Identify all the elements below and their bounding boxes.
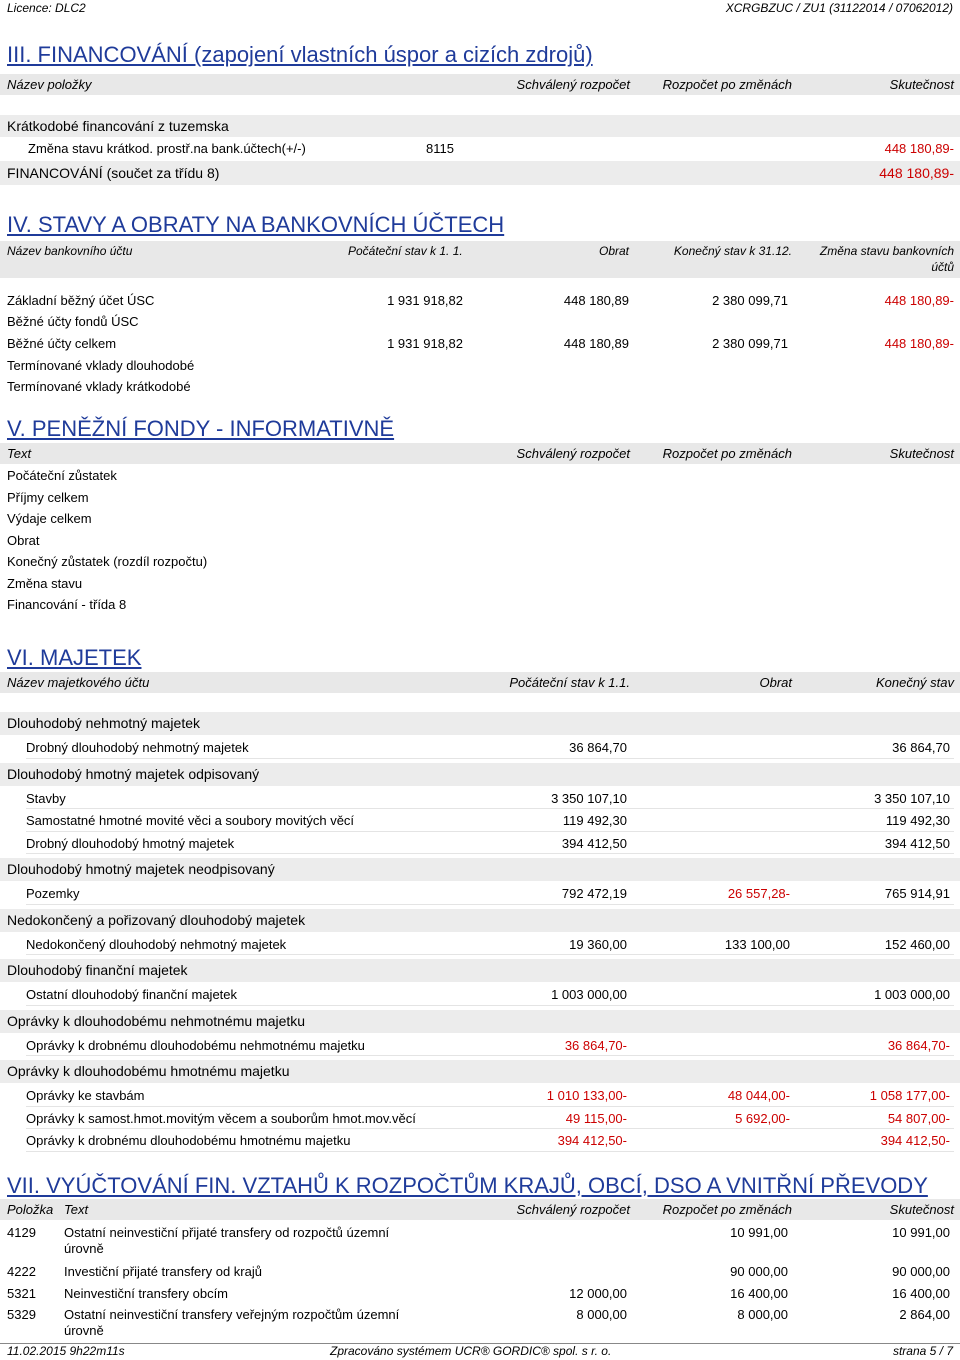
table-row <box>0 883 960 905</box>
account-name: Termínované vklady krátkodobé <box>7 379 191 394</box>
start-value: 394 412,50- <box>557 1133 627 1148</box>
asset-group-name: Dlouhodobý hmotný majetek odpisovaný <box>7 765 260 782</box>
table-row <box>0 290 960 312</box>
approved-value: 12 000,00 <box>569 1286 627 1301</box>
item-code: 4222 <box>7 1264 36 1279</box>
table-row <box>0 355 960 377</box>
account-name: Běžné účty celkem <box>7 336 117 351</box>
table-row <box>0 737 960 759</box>
turnover-value: 26 557,28- <box>727 886 790 901</box>
end-value: 1 058 177,00- <box>869 1088 950 1103</box>
fund-item-label: Příjmy celkem <box>7 489 89 505</box>
list-item <box>0 508 960 530</box>
account-name: Běžné účty fondů ÚSC <box>7 314 139 329</box>
item-text: Ostatní neinvestiční přijaté transfery od rozpočtů územní <box>64 1225 390 1240</box>
list-item <box>0 465 960 487</box>
table-row <box>0 810 960 832</box>
asset-name: Oprávky k drobnému dlouhodobému nehmotnému majetku <box>26 1037 365 1053</box>
header-approved: Schválený rozpočet <box>516 1202 630 1217</box>
asset-name: Oprávky ke stavbám <box>26 1088 145 1103</box>
section-5-header <box>0 443 960 464</box>
table-row <box>0 1130 960 1152</box>
table-row <box>0 1085 960 1107</box>
end-value: 152 460,00 <box>884 936 950 952</box>
fund-item-label: Změna stavu <box>7 575 83 591</box>
asset-name: Oprávky k samost.hmot.movitým věcem a souborům hmot.mov.věcí <box>26 1110 416 1126</box>
header-text: Text <box>7 446 32 461</box>
actual-value: 16 400,00 <box>892 1286 950 1301</box>
s3-row-label: Změna stavu krátkod. prostř.na bank.účtech(+/-) <box>28 141 306 156</box>
actual-value: 2 864,00 <box>899 1307 950 1322</box>
header-approved: Schválený rozpočet <box>516 446 630 461</box>
header-turnover: Obrat <box>759 675 792 690</box>
asset-group-row <box>0 959 960 982</box>
changed-value: 16 400,00 <box>730 1286 788 1301</box>
s3-row-value: 448 180,89- <box>884 141 954 156</box>
start-value: 19 360,00 <box>569 936 627 952</box>
asset-group-row <box>0 1010 960 1033</box>
table-row <box>0 1108 960 1130</box>
table-row <box>0 376 960 398</box>
table-row <box>0 1283 960 1305</box>
section-4-header <box>0 241 960 278</box>
asset-group-row <box>0 1060 960 1083</box>
account-name: Termínované vklady dlouhodobé <box>7 358 195 373</box>
list-item <box>0 551 960 573</box>
asset-name: Drobný dlouhodobý hmotný majetek <box>26 835 235 851</box>
fund-item-label: Počáteční zůstatek <box>7 468 117 483</box>
section-7-header <box>0 1199 960 1220</box>
end-value: 119 492,30 <box>885 813 950 828</box>
header-name: Název položky <box>7 77 92 92</box>
asset-name: Pozemky <box>26 886 80 901</box>
end-value: 765 914,91 <box>884 886 950 901</box>
start-value: 1 931 918,82 <box>387 336 463 351</box>
s3-row-code: 8115 <box>426 141 454 156</box>
asset-group-name: Dlouhodobý hmotný majetek neodpisovaný <box>7 861 275 877</box>
header-changed: Rozpočet po změnách <box>662 1202 792 1217</box>
asset-group-row <box>0 712 960 735</box>
row-divider <box>26 808 954 809</box>
row-divider <box>26 1128 954 1129</box>
turnover-value: 48 044,00- <box>727 1088 790 1103</box>
asset-name: Drobný dlouhodobý nehmotný majetek <box>26 740 249 755</box>
item-text: Investiční přijaté transfery od krajů <box>64 1264 262 1279</box>
fund-item-label: Obrat <box>7 532 40 548</box>
end-value: 2 380 099,71 <box>712 336 788 351</box>
list-item <box>0 594 960 616</box>
section-3-title: III. FINANCOVÁNÍ (zapojení vlastních úspor a cizích zdrojů) <box>7 42 593 67</box>
turnover-value: 448 180,89 <box>563 336 629 351</box>
end-value: 36 864,70 <box>892 740 950 755</box>
section-7-title: VII. VYÚČTOVÁNÍ FIN. VZTAHŮ K ROZPOČTŮM KRAJŮ, OBCÍ, DSO A VNITŘNÍ PŘEVODY <box>7 1173 928 1198</box>
asset-name: Oprávky k drobnému dlouhodobému hmotnému majetku <box>26 1133 351 1148</box>
asset-group-row <box>0 858 960 881</box>
asset-group-name: Oprávky k dlouhodobému nehmotnému majetku <box>7 1012 306 1029</box>
end-value: 1 003 000,00 <box>874 987 950 1002</box>
header-end: Konečný stav k 31.12. <box>673 244 792 258</box>
table-row <box>0 333 960 355</box>
header-start: Počáteční stav k 1.1. <box>509 675 630 690</box>
header-account: Název bankovního účtu <box>7 244 133 258</box>
s3-sum-value: 448 180,89- <box>879 165 954 181</box>
item-code: 4129 <box>7 1225 36 1240</box>
row-divider <box>26 831 954 832</box>
asset-group-name: Dlouhodobý nehmotný majetek <box>7 715 201 731</box>
header-approved: Schválený rozpočet <box>516 77 630 92</box>
licence-label: Licence: DLC2 <box>7 1 86 15</box>
footer-date: 11.02.2015 9h22m11s <box>7 1344 125 1358</box>
turnover-value: 5 692,00- <box>735 1110 790 1126</box>
header-actual: Skutečnost <box>889 77 954 92</box>
table-row <box>0 788 960 810</box>
s3-sum-label: FINANCOVÁNÍ (součet za třídu 8) <box>7 165 220 181</box>
table-row <box>0 1261 960 1283</box>
changed-value: 90 000,00 <box>730 1264 788 1279</box>
header-item: Položka <box>7 1202 54 1217</box>
row-divider <box>26 1151 954 1152</box>
asset-group-name: Nedokončený a pořizovaný dlouhodobý majetek <box>7 911 306 928</box>
row-divider <box>26 1005 954 1006</box>
item-code: 5321 <box>7 1286 36 1301</box>
end-value: 3 350 107,10 <box>874 790 950 806</box>
start-value: 36 864,70 <box>569 740 627 755</box>
row-divider <box>26 758 954 759</box>
table-row <box>0 934 960 956</box>
header-change: Změna stavu bankovních <box>819 244 954 258</box>
change-value: 448 180,89- <box>884 293 954 308</box>
start-value: 1 010 133,00- <box>546 1088 627 1103</box>
asset-name: Nedokončený dlouhodobý nehmotný majetek <box>26 936 287 952</box>
start-value: 3 350 107,10 <box>551 790 627 806</box>
header-actual: Skutečnost <box>889 1202 954 1217</box>
item-code: 5329 <box>7 1307 36 1322</box>
turnover-value: 448 180,89 <box>563 293 629 308</box>
changed-value: 10 991,00 <box>730 1225 788 1240</box>
changed-value: 8 000,00 <box>737 1307 788 1322</box>
start-value: 394 412,50 <box>561 835 627 851</box>
end-value: 54 807,00- <box>887 1110 950 1126</box>
start-value: 1 931 918,82 <box>387 293 463 308</box>
section-6-title: VI. MAJETEK <box>7 645 142 670</box>
row-divider <box>26 1055 954 1056</box>
item-text-cont: úrovně <box>64 1323 104 1338</box>
table-row <box>0 1035 960 1057</box>
item-text: Neinvestiční transfery obcím <box>64 1286 229 1301</box>
start-value: 36 864,70- <box>564 1037 627 1053</box>
row-divider <box>26 904 954 905</box>
actual-value: 90 000,00 <box>892 1264 950 1279</box>
section-6-header <box>0 672 960 693</box>
fund-item-label: Financování - třída 8 <box>7 597 127 612</box>
row-divider <box>26 1106 954 1107</box>
fund-item-label: Výdaje celkem <box>7 511 92 526</box>
header-text: Text <box>64 1202 89 1217</box>
header-asset: Název majetkového účtu <box>7 675 150 690</box>
list-item <box>0 530 960 552</box>
section-4-title: IV. STAVY A OBRATY NA BANKOVNÍCH ÚČTECH <box>7 212 505 237</box>
fund-item-label: Konečný zůstatek (rozdíl rozpočtu) <box>7 554 208 569</box>
table-row <box>0 1304 960 1342</box>
footer-system: Zpracováno systémem UCR® GORDIC® spol. s r. o. <box>330 1344 612 1358</box>
s3-group-label: Krátkodobé financování z tuzemska <box>7 118 229 134</box>
asset-group-row <box>0 909 960 932</box>
asset-name: Samostatné hmotné movité věci a soubory movitých věcí <box>26 813 355 828</box>
end-value: 2 380 099,71 <box>712 293 788 308</box>
header-changed: Rozpočet po změnách <box>662 77 792 92</box>
s3-data-row <box>0 137 960 161</box>
s3-sum-row <box>0 161 960 185</box>
start-value: 792 472,19 <box>561 886 627 901</box>
asset-name: Ostatní dlouhodobý finanční majetek <box>26 987 238 1002</box>
table-row <box>0 1222 960 1260</box>
list-item <box>0 573 960 595</box>
end-value: 36 864,70- <box>887 1037 950 1053</box>
table-row <box>0 833 960 855</box>
turnover-value: 133 100,00 <box>724 936 790 952</box>
asset-group-row <box>0 763 960 786</box>
table-row <box>0 984 960 1006</box>
start-value: 49 115,00- <box>565 1110 627 1126</box>
section-5-title: V. PENĚŽNÍ FONDY - INFORMATIVNĚ <box>7 416 395 441</box>
row-divider <box>26 954 954 955</box>
header-actual: Skutečnost <box>889 446 954 461</box>
end-value: 394 412,50- <box>880 1133 950 1148</box>
section-3-header <box>0 74 960 95</box>
asset-group-name: Dlouhodobý finanční majetek <box>7 962 188 978</box>
footer-page: strana 5 / 7 <box>892 1344 953 1358</box>
header-change-2: účtů <box>931 260 954 274</box>
document-code: XCRGBZUC / ZU1 (31122014 / 07062012) <box>725 1 953 15</box>
header-changed: Rozpočet po změnách <box>662 446 792 461</box>
start-value: 119 492,30 <box>562 813 627 828</box>
header-end: Konečný stav <box>875 675 954 690</box>
s3-group-row <box>0 115 960 137</box>
list-item <box>0 487 960 509</box>
asset-group-name: Oprávky k dlouhodobému hmotnému majetku <box>7 1063 290 1079</box>
account-name: Základní běžný účet ÚSC <box>7 293 155 308</box>
item-text: Ostatní neinvestiční transfery veřejným rozpočtům územní <box>64 1307 400 1322</box>
header-turnover: Obrat <box>598 244 629 258</box>
table-row <box>0 311 960 333</box>
approved-value: 8 000,00 <box>576 1307 627 1322</box>
actual-value: 10 991,00 <box>892 1225 950 1240</box>
row-divider <box>26 853 954 854</box>
end-value: 394 412,50 <box>884 835 950 851</box>
asset-name: Stavby <box>26 790 66 806</box>
start-value: 1 003 000,00 <box>551 987 627 1002</box>
change-value: 448 180,89- <box>884 336 954 351</box>
item-text-cont: úrovně <box>64 1241 104 1256</box>
header-start: Počáteční stav k 1. 1. <box>348 244 463 258</box>
